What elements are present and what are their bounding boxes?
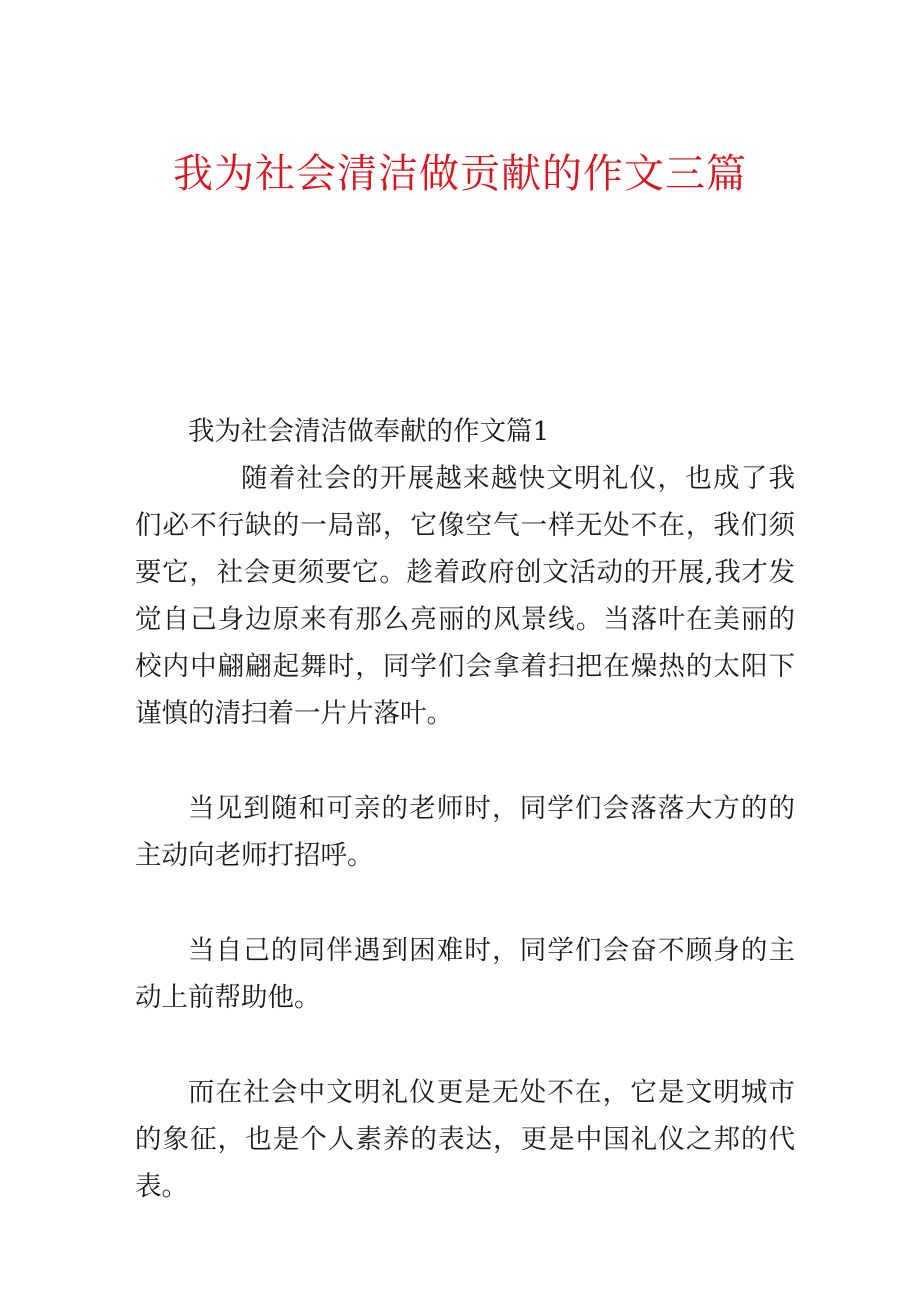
paragraph-gap — [135, 737, 795, 785]
paragraph-1: 随着社会的开展越来越快文明礼仪，也成了我们必不行缺的一局部，它像空气一样无处不在，我们须要它，社会更须要它。趁着政府创文活动的开展,我才发觉自己身边原来有那么亮丽的风景线。当落叶在美丽的校内中翩翩起舞时，同学们会拿着扫把在燥热的太阳下谨慎的清扫着一片片落叶。 — [135, 463, 795, 729]
paragraph-gap — [135, 1021, 795, 1069]
document-title: 我为社会清洁做贡献的作文三篇 — [173, 151, 747, 197]
paragraph-2: 当见到随和可亲的老师时，同学们会落落大方的的主动向老师打招呼。 — [135, 793, 795, 871]
paragraph-4: 而在社会中文明礼仪更是无处不在，它是文明城市的象征，也是个人素养的表达，更是中国礼仪之邦的代表。 — [135, 1077, 795, 1202]
paragraph-gap — [135, 879, 795, 927]
document-body — [135, 408, 795, 1210]
paragraph-3: 当自己的同伴遇到困难时，同学们会奋不顾身的主动上前帮助他。 — [135, 935, 795, 1013]
section-heading: 我为社会清洁做奉献的作文篇1 — [188, 416, 550, 447]
